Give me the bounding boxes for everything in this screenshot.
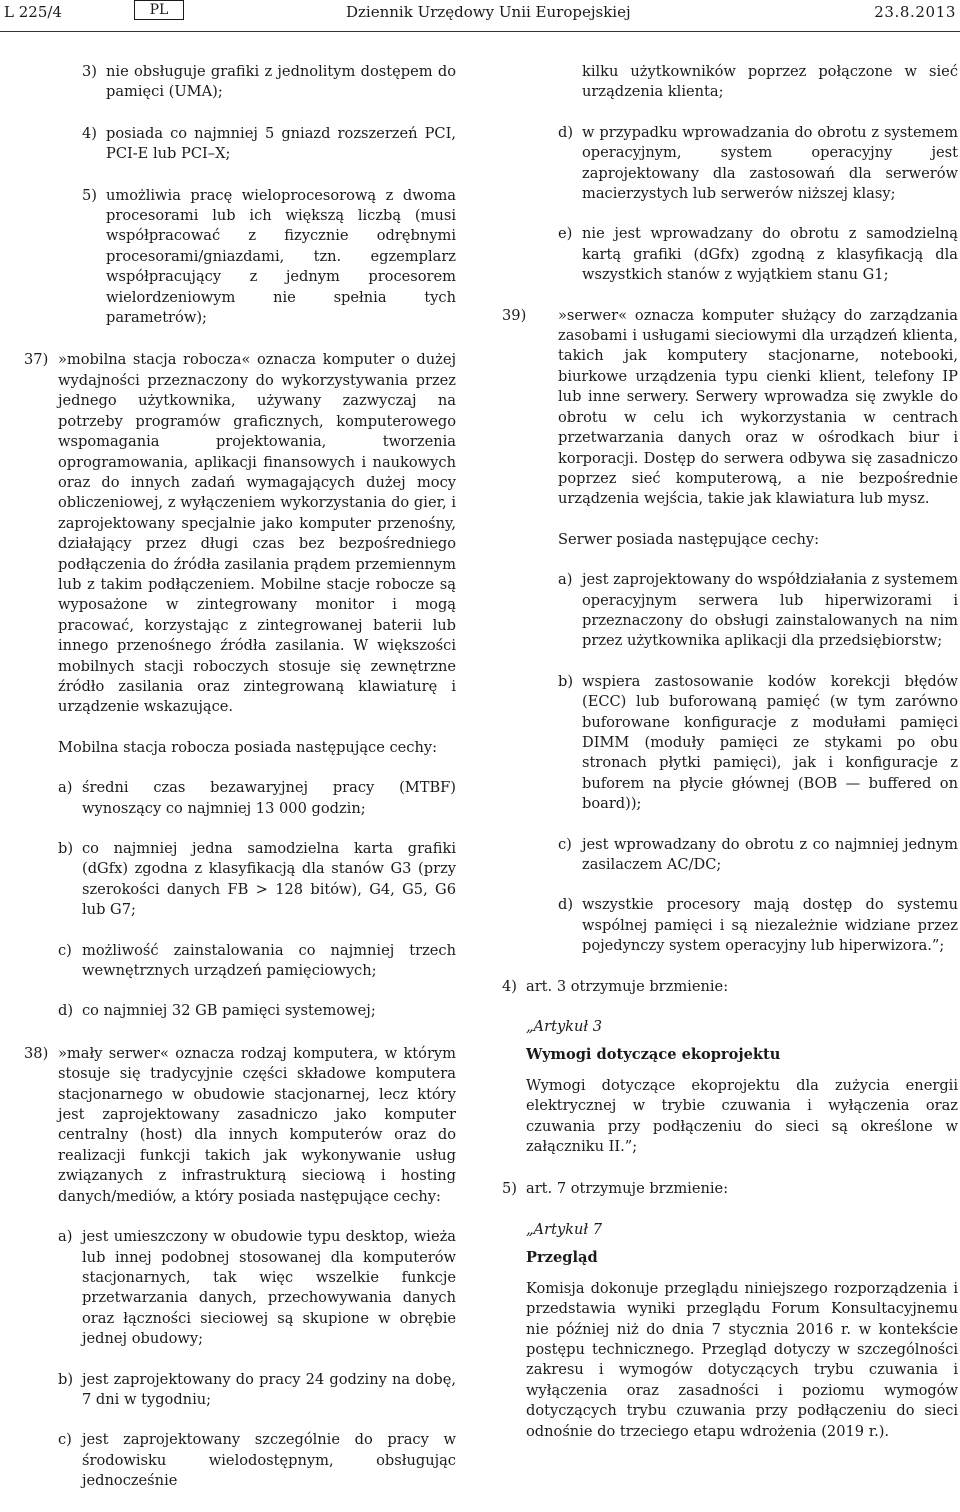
definition-intro: Mobilna stacja robocza posiada następujące cechy: xyxy=(58,738,438,756)
right-column xyxy=(502,62,958,1464)
feature-item xyxy=(24,1227,456,1349)
feature-text: co najmniej 32 GB pamięci systemowej; xyxy=(82,1002,376,1020)
feature-letter: d) xyxy=(558,123,574,141)
definition-number: 37) xyxy=(24,351,49,369)
feature-text: jest zaprojektowany szczególnie do pracy w środowisku wielodostępnym, obsługując jednocześnie xyxy=(82,1431,456,1490)
feature-letter: b) xyxy=(58,840,74,857)
item-number: 5) xyxy=(502,1180,517,1198)
feature-letter: b) xyxy=(58,1370,74,1388)
definition-number: 39) xyxy=(502,306,527,324)
article-title: Przegląd xyxy=(526,1249,598,1267)
list-item xyxy=(24,186,456,329)
feature-text: wspiera zastosowanie kodów korekcji błędów (ECC) lub buforowaną pamięć (w tym zarówno buforowane konfiguracje z modułami pamięci DIMM (moduły pamięci ze stykami po obu stronach płytki pamięci), jak i konfiguracje z buforem na płycie głównej (BOB — buffered on board)); xyxy=(582,672,958,813)
feature-letter: e) xyxy=(558,225,573,243)
feature-item xyxy=(502,835,958,876)
continued-text: kilku użytkowników poprzez połączone w sieć urządzenia klienta; xyxy=(582,63,958,101)
feature-item xyxy=(502,570,958,652)
definition-39 xyxy=(502,306,958,510)
feature-letter: c) xyxy=(558,835,572,853)
feature-text: możliwość zainstalowania co najmniej trzech wewnętrznych urządzeń pamięciowych; xyxy=(82,941,456,980)
definition-38 xyxy=(24,1044,456,1207)
definition-text: »mobilna stacja robocza« oznacza komputer o dużej wydajności przeznaczony do wykorzystywania przez jednego użytkownika, używany zazwyczaj na potrzeby programów graficznych, komputerowego wspomagania projektowania, tworzenia oprogramowania, aplikacji finansowych i naukowych oraz do innych zadań wymagających dużej mocy obliczeniowej, z wyłączeniem wykorzystania do gier, i zaprojektowany specjalnie jako komputer przenośny, działający przez długi czas bez bezpośredniego podłączenia do źródła zasilania prądem przemiennym lub z takim podłączeniem. Mobilne stacje robocze są wyposażone w zintegrowany monitor i mogą pracować, korzystając z zintegrowanej baterii lub innego przenośnego źródła zasilania. W większości mobilnych stacji roboczych stosuje się zewnętrzne źródło zasilania oraz zintegrowaną klawiaturę i urządzenie wskazujące. xyxy=(58,351,456,716)
feature-item xyxy=(24,839,456,921)
journal-title: Dziennik Urzędowy Unii Europejskiej xyxy=(346,3,631,21)
feature-item xyxy=(502,123,958,205)
feature-item xyxy=(24,941,456,982)
item-number: 3) xyxy=(82,63,97,80)
feature-item xyxy=(502,672,958,815)
page-header xyxy=(0,0,960,24)
definition-37 xyxy=(24,350,456,717)
feature-letter: b) xyxy=(558,672,574,690)
amendment-item-4 xyxy=(502,977,958,997)
article-heading: „Artykuł 3 xyxy=(526,1018,603,1036)
definition-intro: Serwer posiada następujące cechy: xyxy=(558,530,820,548)
left-column xyxy=(24,62,456,1512)
feature-item xyxy=(24,1370,456,1411)
feature-letter: c) xyxy=(58,941,72,959)
item-number: 4) xyxy=(82,124,97,142)
feature-letter: d) xyxy=(558,896,574,914)
feature-item xyxy=(502,224,958,285)
article-text: Komisja dokonuje przeglądu niniejszego rozporządzenia i przedstawia wyniki przeglądu Forum Konsultacyjnemu nie później niż do dnia 7 stycznia 2016 r. w kontekście postępu technicznego. Przegląd dotyczy w szczególności zakresu i wymogów dotyczących trybu czuwania i wyłączenia oraz zasadności i poziomu wymogów dotyczących trybu czuwania przy podłączeniu do sieci odnośnie do trzeciego etapu wdrożenia (2019 r.). xyxy=(526,1279,958,1440)
feature-letter: a) xyxy=(58,1228,73,1246)
feature-text: jest umieszczony w obudowie typu desktop, wieża lub innej podobnej stosowanej dla komputerów stacjonarnych, tak więc wszelkie funkcje przetwarzania danych, przechowywania danych oraz łączności sieciowej są skupione w obrębie jednej obudowy; xyxy=(82,1228,456,1348)
feature-letter: d) xyxy=(58,1002,74,1020)
page-reference: L 225/4 xyxy=(4,3,62,21)
item-text: art. 3 otrzymuje brzmienie: xyxy=(526,977,729,995)
article-title: Wymogi dotyczące ekoprojektu xyxy=(526,1046,781,1064)
feature-text: jest zaprojektowany do pracy 24 godziny na dobę, 7 dni w tygodniu; xyxy=(82,1370,456,1408)
feature-letter: a) xyxy=(558,571,573,589)
publication-date: 23.8.2013 xyxy=(874,3,956,21)
header-rule xyxy=(0,31,960,32)
feature-text: średni czas bezawaryjnej pracy (MTBF) wynoszący co najmniej 13 000 godzin; xyxy=(82,779,456,817)
feature-text: nie jest wprowadzany do obrotu z samodzielną kartą grafiki (dGfx) zgodną z klasyfikacją dla wszystkich stanów z wyjątkiem stanu G1; xyxy=(582,225,958,284)
feature-text: wszystkie procesory mają dostęp do systemu wspólnej pamięci i są niezależnie widziane przez pojedynczy system operacyjny lub hiperwizora.”; xyxy=(582,896,958,955)
amendment-item-5 xyxy=(502,1179,958,1199)
feature-letter: c) xyxy=(58,1431,72,1449)
feature-text: w przypadku wprowadzania do obrotu z systemem operacyjnym, system operacyjny jest zaprojektowany dla zastosowań dla serwerów macierzystych lub serwerów niższej klasy; xyxy=(582,123,958,203)
feature-text: jest wprowadzany do obrotu z co najmniej jednym zasilaczem AC/DC; xyxy=(582,835,958,873)
feature-text: jest zaprojektowany do współdziałania z systemem operacyjnym serwera lub hiperwizorami i przeznaczony do obsługi zainstalowanych na nim przez użytkownika aplikacji dla przedsiębiorstw; xyxy=(582,571,958,650)
language-box: PL xyxy=(134,0,184,20)
list-item xyxy=(24,124,456,165)
item-number: 4) xyxy=(502,977,517,995)
feature-item xyxy=(502,895,958,956)
item-number: 5) xyxy=(82,186,97,204)
feature-item xyxy=(24,1001,456,1021)
item-text: nie obsługuje grafiki z jednolitym dostępem do pamięci (UMA); xyxy=(106,63,456,101)
item-text: posiada co najmniej 5 gniazd rozszerzeń PCI, PCI-E lub PCI–X; xyxy=(106,124,456,163)
definition-text: »serwer« oznacza komputer służący do zarządzania zasobami i usługami sieciowymi dla urządzeń klienta, takich jak komputery stacjonarne, notebooki, biurkowe urządzenia typu cienki klient, telefony IP lub inne serwery. Serwery wprowadza się zwykle do obrotu w celu ich wykorzystania w centrach przetwarzania danych oraz w ośrodkach biur i korporacji. Dostęp do serwera odbywa się zasadniczo poprzez sieć komputerową, a nie bezpośrednie urządzenia wejścia, takie jak klawiatura lub mysz. xyxy=(558,306,958,508)
item-text: umożliwia pracę wieloprocesorową z dwoma procesorami lub ich większą liczbą (musi współpracować z fizycznie odrębnymi procesorami/gniazdami, tzn. egzemplarz współpracujący z jednym procesorem wielordzeniowym nie spełnia tych parametrów); xyxy=(106,186,456,327)
item-text: art. 7 otrzymuje brzmienie: xyxy=(526,1180,729,1198)
feature-item xyxy=(24,778,456,819)
feature-item xyxy=(24,1430,456,1491)
definition-number: 38) xyxy=(24,1044,49,1062)
list-item xyxy=(24,62,456,103)
article-text: Wymogi dotyczące ekoprojektu dla zużycia energii elektrycznej w trybie czuwania i wyłączenia oraz czuwania przy podłączeniu do sieci są określone w załączniku II.”; xyxy=(526,1076,958,1156)
article-heading: „Artykuł 7 xyxy=(526,1220,603,1238)
feature-text: co najmniej jedna samodzielna karta grafiki (dGfx) zgodna z klasyfikacją dla stanów G3 (przy szerokości danych FB > 128 bitów), G4, G5, G6 lub G7; xyxy=(82,840,456,919)
feature-letter: a) xyxy=(58,779,73,797)
definition-text: »mały serwer« oznacza rodzaj komputera, w którym stosuje się tradycyjnie części składowe komputera stacjonarnego w obudowie stacjonarnej, lecz który jest zaprojektowany zasadniczo jako komputer centralny (host) dla innych komputerów oraz do realizacji funkcji takich jak wykonywanie usług związanych z infrastrukturą sieciową i hosting danych/mediów, a który posiada następujące cechy: xyxy=(58,1044,456,1205)
